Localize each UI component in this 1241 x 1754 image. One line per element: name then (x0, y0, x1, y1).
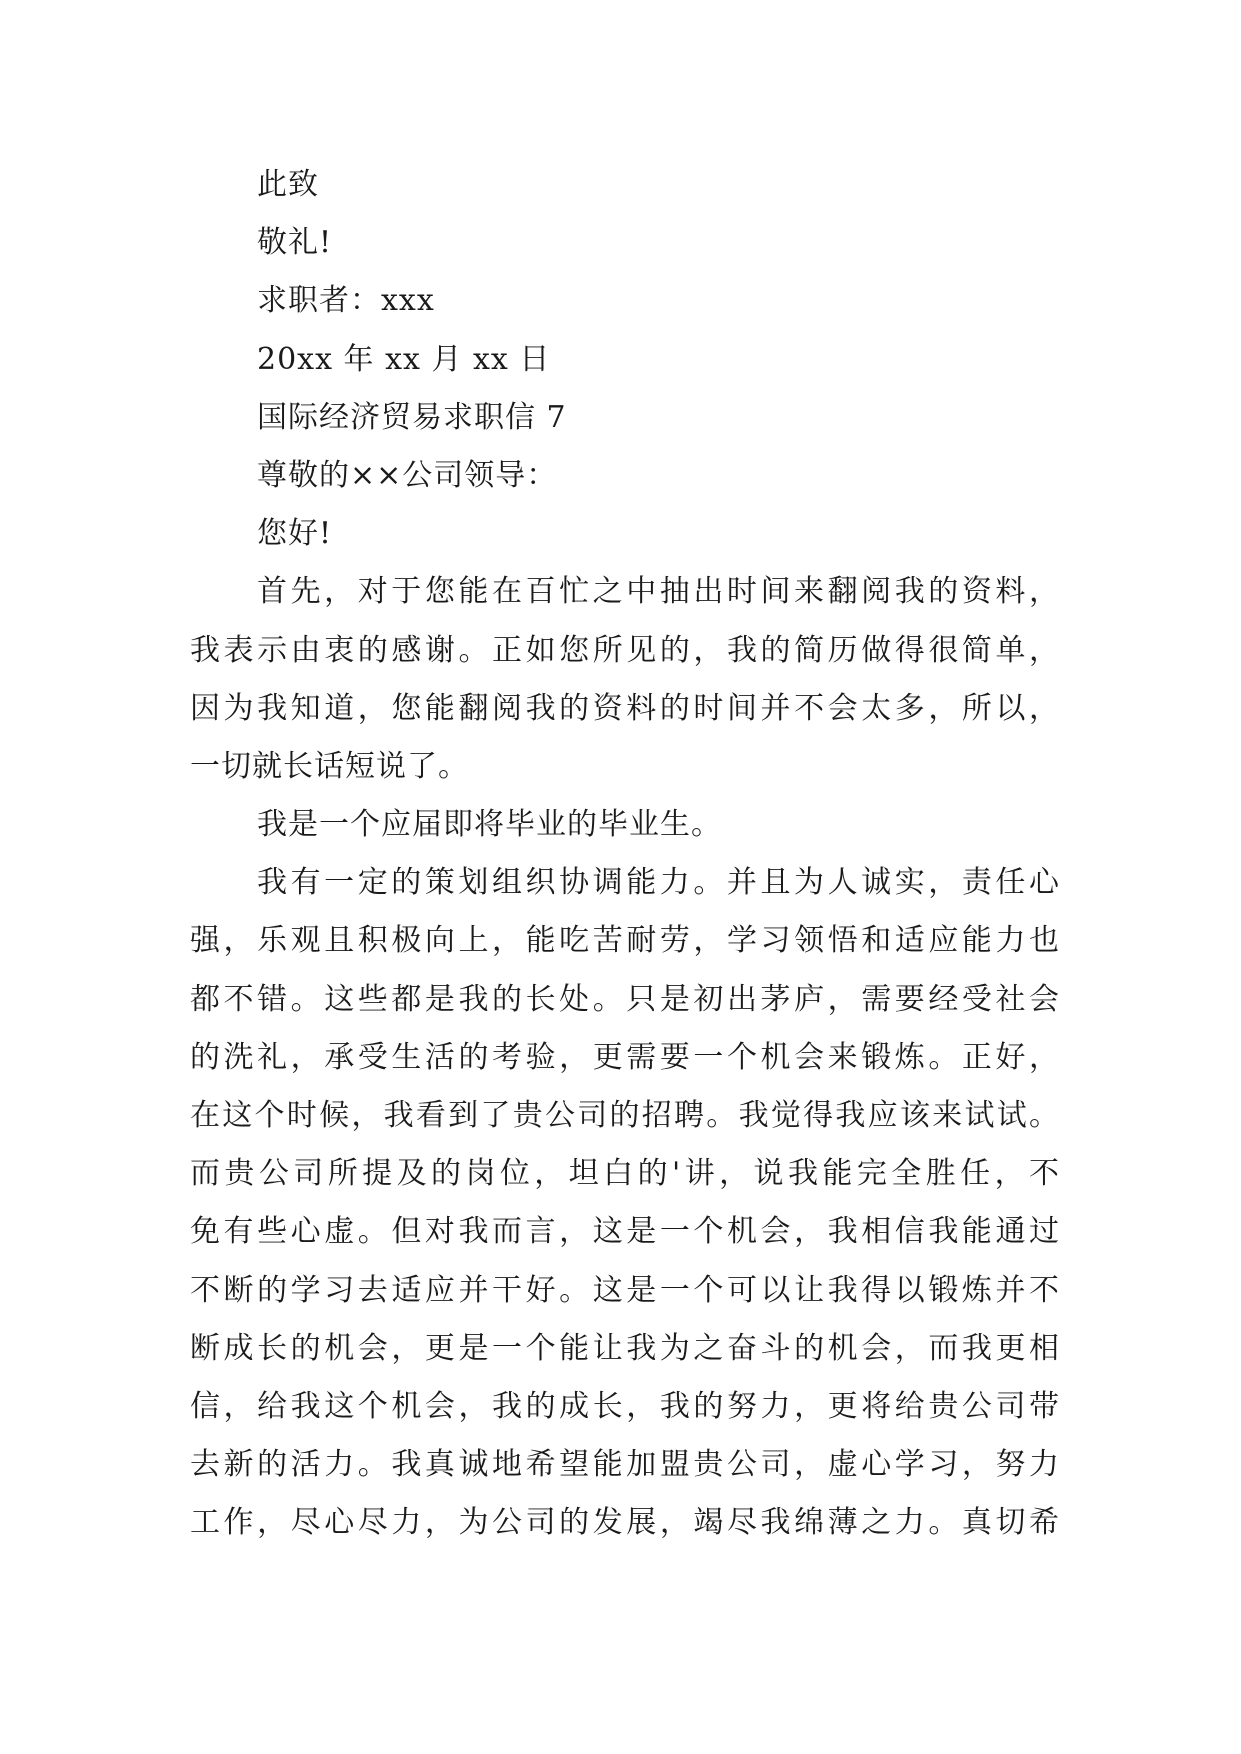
paragraph-line: 不断的学习去适应并干好。这是一个可以让我得以锻炼并不 (190, 1272, 1060, 1308)
signer-line: 求职者：xxx (257, 283, 435, 319)
paragraph-line: 我有一定的策划组织协调能力。并且为人诚实，责任心 (257, 865, 1060, 901)
paragraph-line: 首先，对于您能在百忙之中抽出时间来翻阅我的资料， (257, 574, 1060, 610)
paragraph-line: 我表示由衷的感谢。正如您所见的，我的简历做得很简单， (190, 632, 1060, 668)
paragraph-line: 的洗礼，承受生活的考验，更需要一个机会来锻炼。正好， (190, 1039, 1060, 1075)
letter-greeting: 尊敬的××公司领导： (257, 457, 558, 493)
paragraph-line: 免有些心虚。但对我而言，这是一个机会，我相信我能通过 (190, 1214, 1060, 1250)
paragraph-line: 而贵公司所提及的岗位，坦白的'讲，说我能完全胜任，不 (190, 1156, 1060, 1192)
paragraph-line: 工作，尽心尽力，为公司的发展，竭尽我绵薄之力。真切希 (190, 1505, 1060, 1541)
paragraph-line: 在这个时候，我看到了贵公司的招聘。我觉得我应该来试试。 (190, 1098, 1060, 1133)
paragraph-line: 信，给我这个机会，我的成长，我的努力，更将给贵公司带 (190, 1388, 1060, 1424)
paragraph-line: 强，乐观且积极向上，能吃苦耐劳，学习领悟和适应能力也 (190, 923, 1060, 959)
closing-salutation-2: 敬礼! (257, 225, 333, 261)
date-line: 20xx 年 xx 月 xx 日 (257, 341, 551, 377)
paragraph-line: 我是一个应届即将毕业的毕业生。 (257, 807, 722, 843)
letter-title: 国际经济贸易求职信 7 (257, 399, 567, 435)
closing-salutation-1: 此致 (257, 167, 319, 202)
paragraph-line: 都不错。这些都是我的长处。只是初出茅庐，需要经受社会 (190, 981, 1060, 1017)
paragraph-line: 断成长的机会，更是一个能让我为之奋斗的机会，而我更相 (190, 1330, 1060, 1366)
letter-hello: 您好! (257, 516, 333, 552)
paragraph-line: 因为我知道，您能翻阅我的资料的时间并不会太多，所以， (190, 690, 1060, 726)
paragraph-line: 去新的活力。我真诚地希望能加盟贵公司，虚心学习，努力 (190, 1447, 1060, 1483)
paragraph-line: 一切就长话短说了。 (190, 748, 469, 784)
letter-body (190, 156, 1060, 1553)
